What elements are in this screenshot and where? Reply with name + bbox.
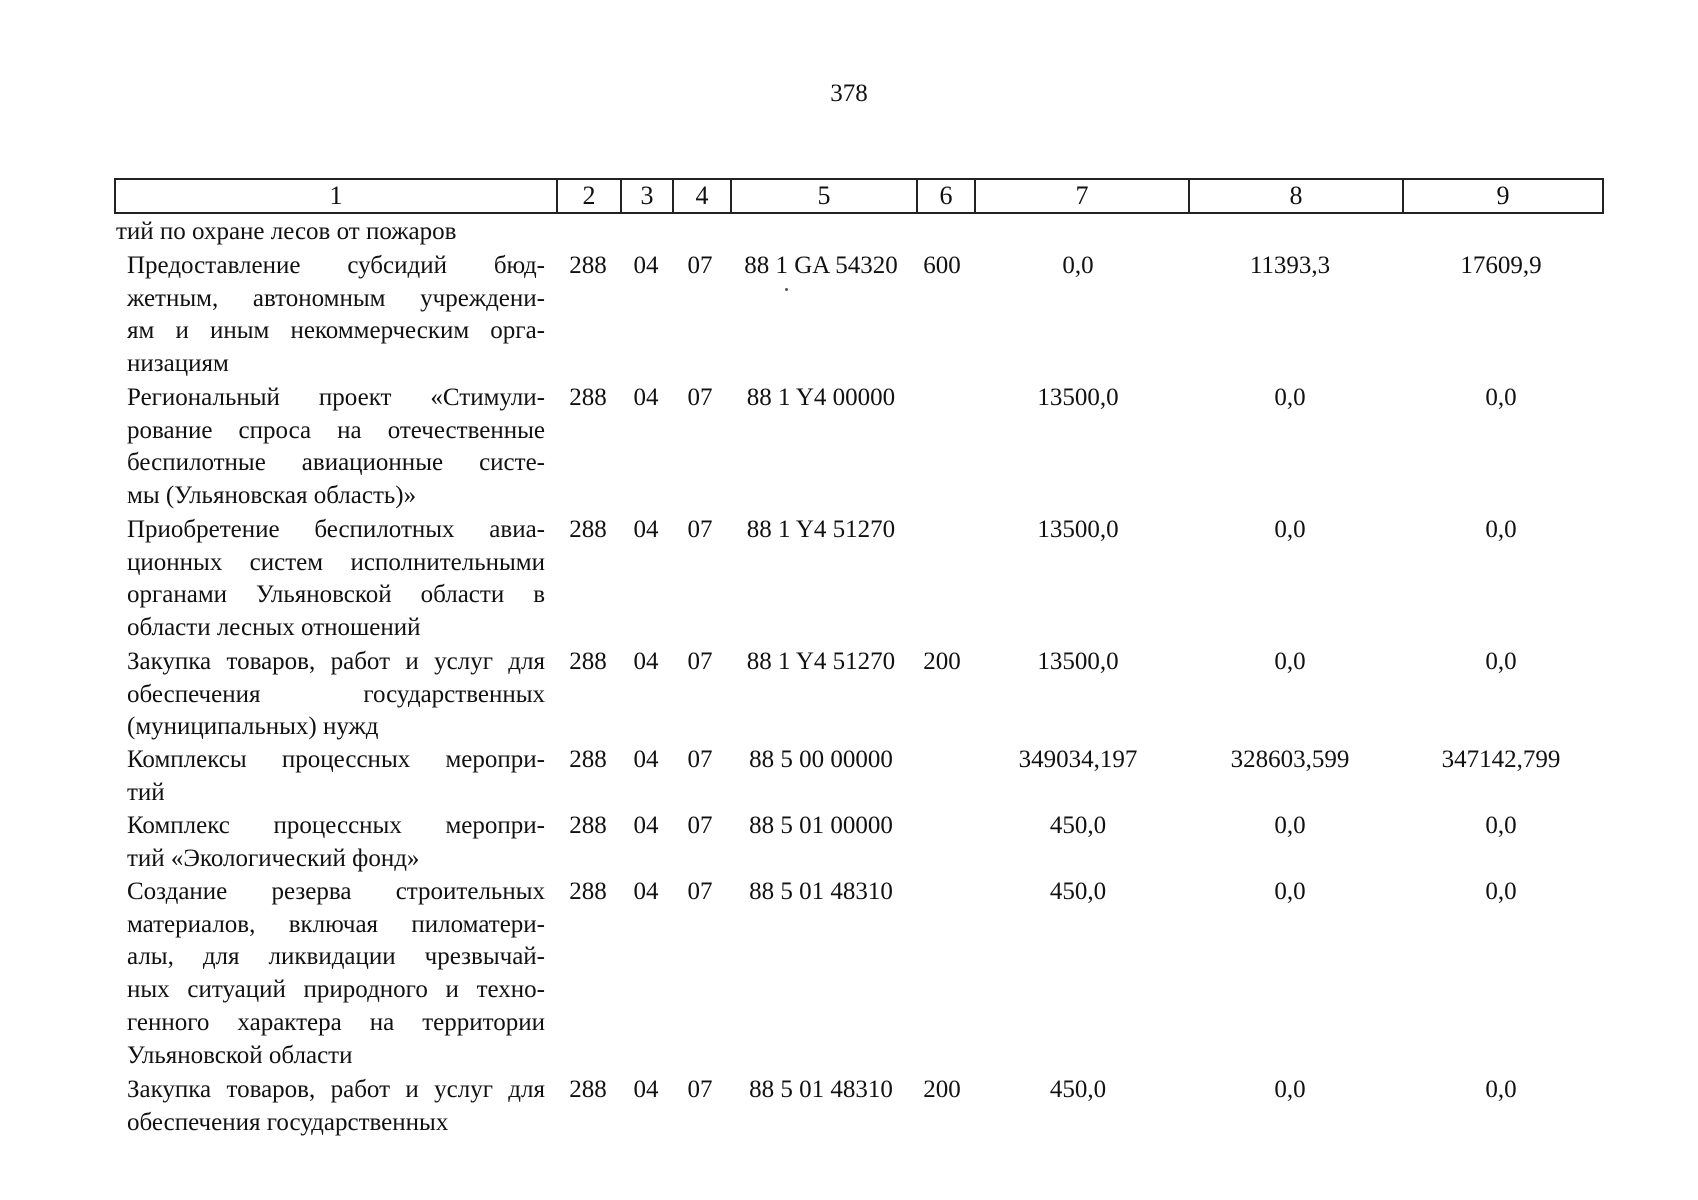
description-line: генного характера на территории	[127, 1008, 545, 1036]
description-line: органами Ульяновской области в	[127, 581, 545, 609]
cell-col-7: 13500,0	[1037, 384, 1119, 411]
cell-col-3: 04	[633, 878, 659, 905]
cell-col-5: 88 5 00 00000	[749, 746, 893, 773]
column-header-3: 3	[621, 179, 673, 213]
description-line: Предоставление субсидий бюд-	[127, 252, 545, 279]
cell-col-9: 0,0	[1485, 648, 1517, 675]
description-line: Создание резерва строительных	[127, 878, 545, 905]
cell-col-8: 0,0	[1274, 516, 1306, 543]
description-line: низациям	[127, 350, 229, 378]
cell-col-2: 288	[569, 384, 607, 411]
cell-col-2: 288	[569, 812, 607, 839]
cell-col-9: 0,0	[1485, 516, 1517, 543]
description-line: (муниципальных) нужд	[127, 713, 379, 741]
cell-col-6: 200	[923, 1076, 961, 1103]
description-line: Ульяновской области	[127, 1041, 353, 1069]
cell-col-2: 288	[569, 516, 607, 543]
row-description	[127, 810, 545, 875]
cell-col-9: 17609,9	[1460, 252, 1542, 279]
cell-col-9: 0,0	[1485, 384, 1517, 411]
column-header-4: 4	[673, 179, 731, 213]
cell-col-8: 0,0	[1274, 812, 1306, 839]
cell-col-7: 450,0	[1049, 878, 1107, 905]
column-header-table	[114, 178, 1604, 214]
row-description	[127, 876, 545, 1072]
description-line: тий	[127, 778, 165, 806]
description-line: тий «Экологический фонд»	[127, 844, 420, 872]
description-line: области лесных отношений	[127, 614, 421, 642]
description-line: ям и иным некоммерческим орга-	[127, 317, 545, 345]
cell-col-9: 0,0	[1485, 812, 1517, 839]
cell-col-5: 88 1 Y4 51270	[746, 516, 896, 543]
cell-col-7: 0,0	[1062, 252, 1094, 279]
description-line: Комплекс процессных меропри-	[127, 812, 545, 839]
description-line: Закупка товаров, работ и услуг для	[127, 1076, 545, 1103]
cell-col-6: 200	[923, 648, 961, 675]
cell-col-4: 07	[687, 1076, 713, 1103]
description-line: ционных систем исполнительными	[127, 548, 545, 576]
column-header-2: 2	[557, 179, 621, 213]
description-line: обеспечения государственных	[127, 1108, 449, 1136]
cell-col-9: 0,0	[1485, 878, 1517, 905]
cell-col-2: 288	[569, 746, 607, 773]
description-line: мы (Ульяновская область)»	[127, 482, 417, 510]
cell-col-3: 04	[633, 516, 659, 543]
description-line: Приобретение беспилотных авиа-	[127, 516, 545, 543]
cell-col-8: 0,0	[1274, 1076, 1306, 1103]
cell-col-4: 07	[687, 746, 713, 773]
cell-col-9: 0,0	[1485, 1076, 1517, 1103]
row-description	[127, 744, 545, 809]
cell-col-5: 88 5 01 48310	[749, 878, 893, 905]
row-description	[127, 646, 545, 744]
column-header-6: 6	[917, 179, 975, 213]
cell-col-3: 04	[633, 252, 659, 279]
cell-col-7: 13500,0	[1037, 648, 1119, 675]
cell-col-2: 288	[569, 1076, 607, 1103]
cell-col-4: 07	[687, 252, 713, 279]
row-description	[127, 250, 545, 381]
row-description	[127, 1074, 545, 1139]
row-description	[127, 382, 545, 513]
row-description	[127, 514, 545, 645]
cell-col-2: 288	[569, 648, 607, 675]
cell-col-8: 0,0	[1274, 878, 1306, 905]
column-header-8: 8	[1189, 179, 1403, 213]
cell-col-2: 288	[569, 878, 607, 905]
cell-col-3: 04	[633, 812, 659, 839]
column-header-9: 9	[1403, 179, 1603, 213]
description-line: жетным, автономным учреждени-	[127, 284, 545, 312]
continuation-text: тий по охране лесов от пожаров	[116, 218, 457, 245]
cell-col-7: 450,0	[1049, 812, 1107, 839]
cell-col-8: 11393,3	[1249, 252, 1331, 279]
cell-col-7: 13500,0	[1037, 516, 1119, 543]
column-header-1: 1	[115, 179, 557, 213]
cell-col-5: 88 1 Y4 00000	[746, 384, 896, 411]
cell-col-7: 450,0	[1049, 1076, 1107, 1103]
description-line: Комплексы процессных меропри-	[127, 746, 545, 773]
cell-col-7: 349034,197	[1018, 746, 1138, 773]
cell-col-3: 04	[633, 746, 659, 773]
cell-col-5: 88 5 01 00000	[749, 812, 893, 839]
cell-col-5: 88 5 01 48310	[749, 1076, 893, 1103]
cell-col-2: 288	[569, 252, 607, 279]
cell-col-3: 04	[633, 1076, 659, 1103]
column-header-5: 5	[731, 179, 917, 213]
cell-col-8: 0,0	[1274, 648, 1306, 675]
cell-col-5: 88 1 GA 54320	[744, 252, 898, 279]
cell-col-5: 88 1 Y4 51270	[746, 648, 896, 675]
description-line: ных ситуаций природного и техно-	[127, 976, 545, 1004]
cell-col-8: 328603,599	[1230, 746, 1350, 773]
description-line: Закупка товаров, работ и услуг для	[127, 648, 545, 675]
scan-speck	[785, 288, 788, 291]
cell-col-8: 0,0	[1274, 384, 1306, 411]
page-number: 378	[830, 80, 868, 107]
description-line: беспилотные авиационные систе-	[127, 449, 545, 477]
description-line: рование спроса на отечественные	[127, 416, 545, 444]
description-line: обеспечения государственных	[127, 680, 545, 708]
cell-col-4: 07	[687, 878, 713, 905]
description-line: Региональный проект «Стимули-	[127, 384, 545, 411]
cell-col-9: 347142,799	[1441, 746, 1561, 773]
column-header-row	[115, 179, 1603, 213]
cell-col-4: 07	[687, 812, 713, 839]
cell-col-3: 04	[633, 648, 659, 675]
cell-col-4: 07	[687, 384, 713, 411]
description-line: материалов, включая пиломатери-	[127, 910, 545, 938]
cell-col-6: 600	[923, 252, 961, 279]
cell-col-4: 07	[687, 516, 713, 543]
cell-col-4: 07	[687, 648, 713, 675]
column-header-7: 7	[975, 179, 1189, 213]
description-line: алы, для ликвидации чрезвычай-	[127, 943, 545, 971]
cell-col-3: 04	[633, 384, 659, 411]
